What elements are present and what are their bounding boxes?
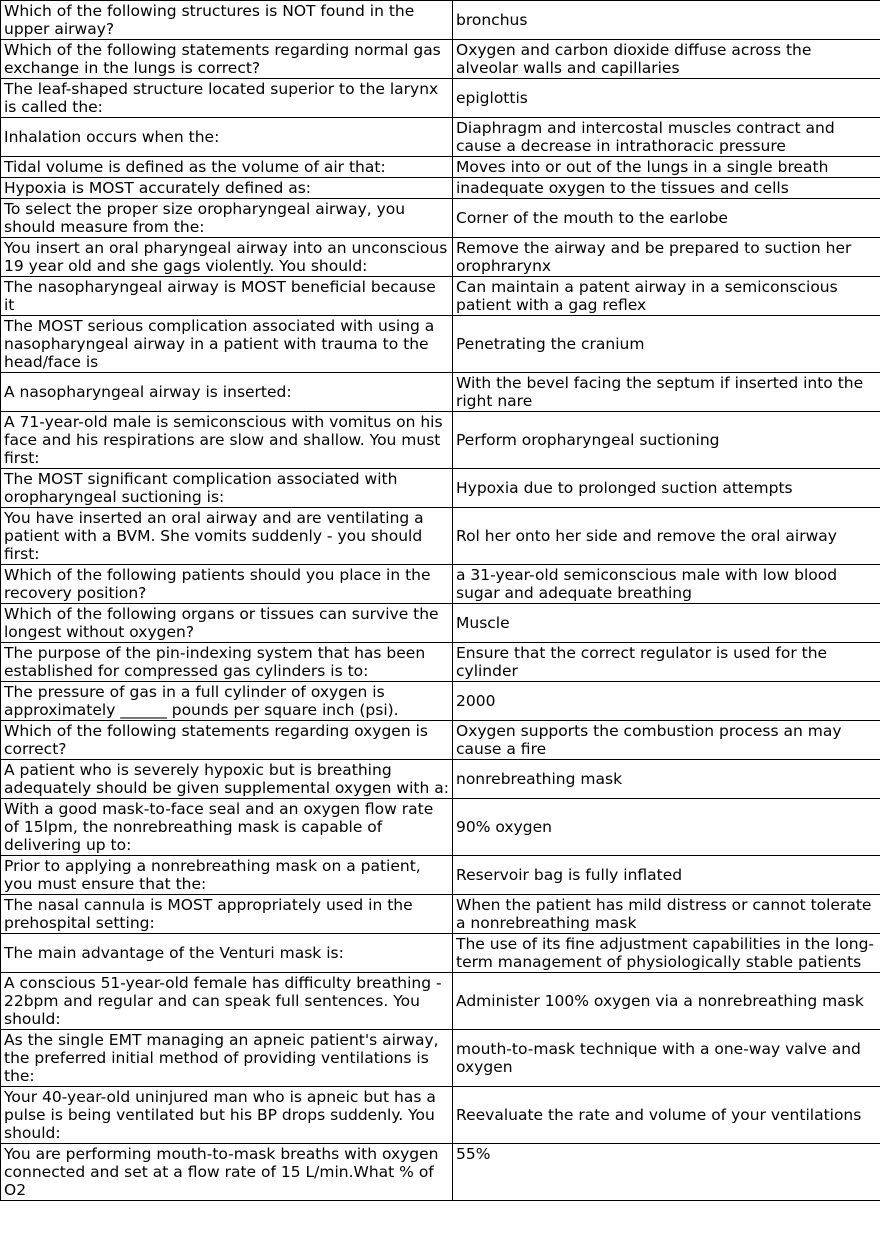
question-cell: Which of the following statements regarding normal gas exchange in the lungs is correct?	[1, 40, 453, 79]
answer-cell: 55%	[453, 1144, 880, 1201]
question-cell: The pressure of gas in a full cylinder of oxygen is approximately ______ pounds per square inch (psi).	[1, 682, 453, 721]
answer-cell: Oxygen and carbon dioxide diffuse across the alveolar walls and capillaries	[453, 40, 880, 79]
question-cell: Prior to applying a nonrebreathing mask on a patient, you must ensure that the:	[1, 856, 453, 895]
question-cell: You insert an oral pharyngeal airway into an unconscious 19 year old and she gags violently. You should:	[1, 238, 453, 277]
answer-cell: Moves into or out of the lungs in a single breath	[453, 157, 880, 178]
question-cell: The MOST serious complication associated with using a nasopharyngeal airway in a patient with trauma to the head/face is	[1, 316, 453, 373]
question-cell: You have inserted an oral airway and are ventilating a patient with a BVM. She vomits suddenly - you should first:	[1, 508, 453, 565]
table-row	[1, 277, 880, 316]
answer-cell: mouth-to-mask technique with a one-way valve and oxygen	[453, 1030, 880, 1087]
table-row	[1, 79, 880, 118]
question-cell: Which of the following organs or tissues can survive the longest without oxygen?	[1, 604, 453, 643]
table-row	[1, 238, 880, 277]
table-row	[1, 178, 880, 199]
table-row	[1, 1030, 880, 1087]
answer-cell: a 31-year-old semiconscious male with low blood sugar and adequate breathing	[453, 565, 880, 604]
question-cell: A nasopharyngeal airway is inserted:	[1, 373, 453, 412]
answer-cell: Rol her onto her side and remove the oral airway	[453, 508, 880, 565]
table-row	[1, 157, 880, 178]
table-row	[1, 760, 880, 799]
answer-cell: nonrebreathing mask	[453, 760, 880, 799]
question-cell: You are performing mouth-to-mask breaths with oxygen connected and set at a flow rate of 15 L/min.What % of O2	[1, 1144, 453, 1201]
answer-cell: Diaphragm and intercostal muscles contract and cause a decrease in intrathoracic pressure	[453, 118, 880, 157]
table-row	[1, 469, 880, 508]
answer-cell: epiglottis	[453, 79, 880, 118]
table-row	[1, 721, 880, 760]
table-row	[1, 316, 880, 373]
flashcard-table-body	[1, 1, 880, 1201]
table-row	[1, 565, 880, 604]
question-cell: As the single EMT managing an apneic patient's airway, the preferred initial method of providing ventilations is the:	[1, 1030, 453, 1087]
question-cell: Tidal volume is defined as the volume of air that:	[1, 157, 453, 178]
table-row	[1, 856, 880, 895]
question-cell: Which of the following structures is NOT found in the upper airway?	[1, 1, 453, 40]
table-row	[1, 973, 880, 1030]
table-row	[1, 682, 880, 721]
answer-cell: With the bevel facing the septum if inserted into the right nare	[453, 373, 880, 412]
question-cell: The purpose of the pin-indexing system that has been established for compressed gas cylinders is to:	[1, 643, 453, 682]
table-row	[1, 508, 880, 565]
answer-cell: inadequate oxygen to the tissues and cells	[453, 178, 880, 199]
table-row	[1, 199, 880, 238]
question-cell: Hypoxia is MOST accurately defined as:	[1, 178, 453, 199]
table-row	[1, 118, 880, 157]
answer-cell: When the patient has mild distress or cannot tolerate a nonrebreathing mask	[453, 895, 880, 934]
table-row	[1, 604, 880, 643]
question-cell: To select the proper size oropharyngeal airway, you should measure from the:	[1, 199, 453, 238]
table-row	[1, 799, 880, 856]
answer-cell: Administer 100% oxygen via a nonrebreathing mask	[453, 973, 880, 1030]
table-row	[1, 373, 880, 412]
answer-cell: Oxygen supports the combustion process an may cause a fire	[453, 721, 880, 760]
question-cell: Your 40-year-old uninjured man who is apneic but has a pulse is being ventilated but his BP drops suddenly. You should:	[1, 1087, 453, 1144]
table-row	[1, 1, 880, 40]
table-row	[1, 934, 880, 973]
question-cell: The main advantage of the Venturi mask is:	[1, 934, 453, 973]
answer-cell: Hypoxia due to prolonged suction attempts	[453, 469, 880, 508]
answer-cell: Muscle	[453, 604, 880, 643]
question-cell: A conscious 51-year-old female has difficulty breathing - 22bpm and regular and can speak full sentences. You should:	[1, 973, 453, 1030]
question-cell: Which of the following statements regarding oxygen is correct?	[1, 721, 453, 760]
answer-cell: Perform oropharyngeal suctioning	[453, 412, 880, 469]
answer-cell: Penetrating the cranium	[453, 316, 880, 373]
answer-cell: Remove the airway and be prepared to suction her orophrarynx	[453, 238, 880, 277]
answer-cell: 2000	[453, 682, 880, 721]
table-row	[1, 895, 880, 934]
answer-cell: Ensure that the correct regulator is used for the cylinder	[453, 643, 880, 682]
question-cell: Which of the following patients should you place in the recovery position?	[1, 565, 453, 604]
answer-cell: Can maintain a patent airway in a semiconscious patient with a gag reflex	[453, 277, 880, 316]
table-row	[1, 643, 880, 682]
answer-cell: Reservoir bag is fully inflated	[453, 856, 880, 895]
answer-cell: 90% oxygen	[453, 799, 880, 856]
question-cell: With a good mask-to-face seal and an oxygen flow rate of 15lpm, the nonrebreathing mask is capable of delivering up to:	[1, 799, 453, 856]
table-row	[1, 412, 880, 469]
question-cell: The leaf-shaped structure located superior to the larynx is called the:	[1, 79, 453, 118]
answer-cell: Reevaluate the rate and volume of your ventilations	[453, 1087, 880, 1144]
question-cell: A 71-year-old male is semiconscious with vomitus on his face and his respirations are slow and shallow. You must first:	[1, 412, 453, 469]
table-row	[1, 1144, 880, 1201]
table-row	[1, 40, 880, 79]
question-cell: The nasal cannula is MOST appropriately used in the prehospital setting:	[1, 895, 453, 934]
answer-cell: bronchus	[453, 1, 880, 40]
question-cell: A patient who is severely hypoxic but is breathing adequately should be given supplemental oxygen with a:	[1, 760, 453, 799]
answer-cell: The use of its fine adjustment capabilities in the long-term management of physiologically stable patients	[453, 934, 880, 973]
table-row	[1, 1087, 880, 1144]
question-cell: Inhalation occurs when the:	[1, 118, 453, 157]
answer-cell: Corner of the mouth to the earlobe	[453, 199, 880, 238]
question-cell: The nasopharyngeal airway is MOST beneficial because it	[1, 277, 453, 316]
question-cell: The MOST significant complication associated with oropharyngeal suctioning is:	[1, 469, 453, 508]
